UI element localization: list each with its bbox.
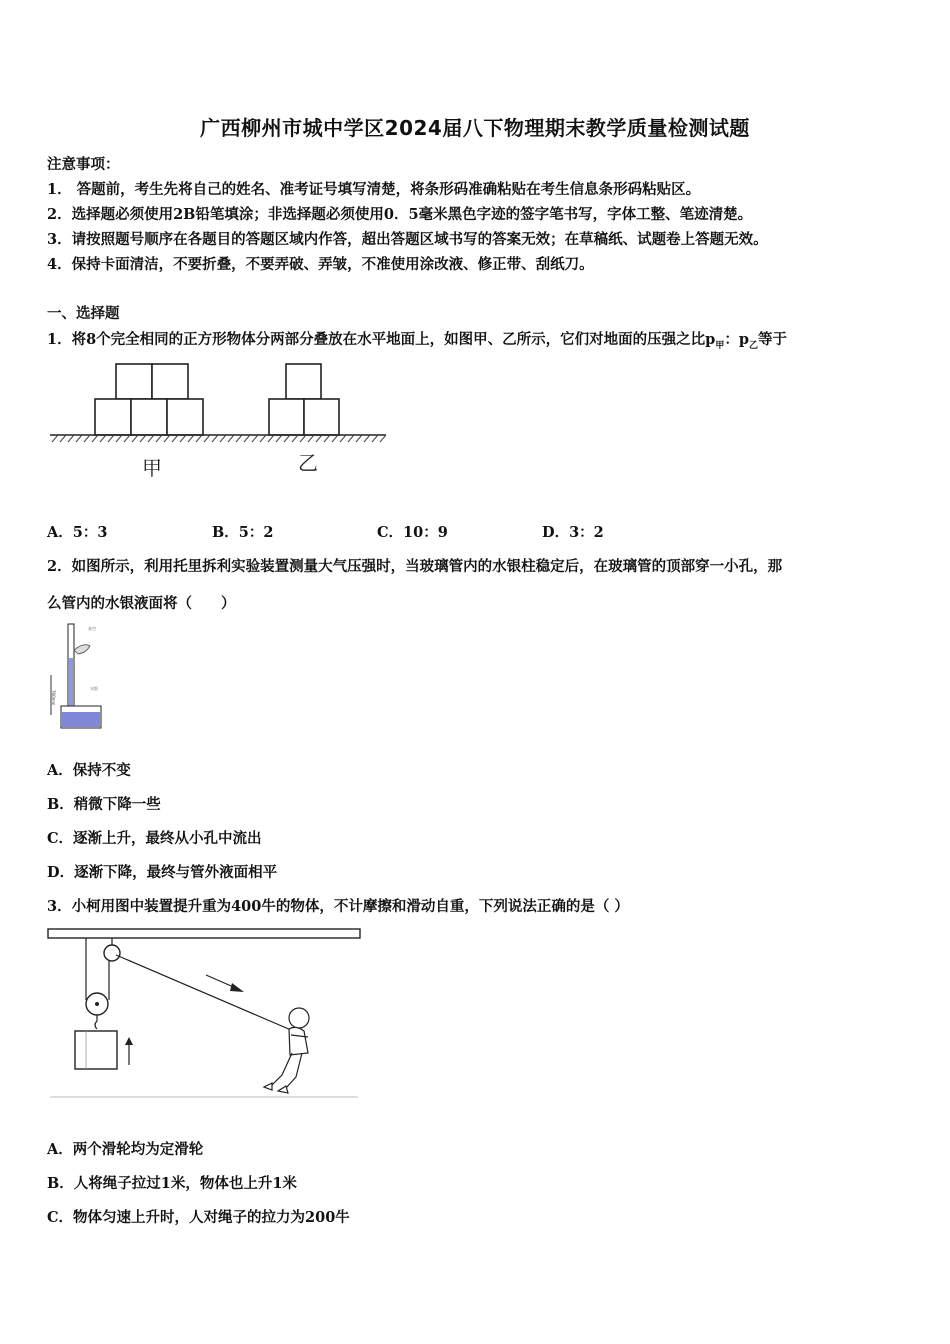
fixed-pulley [104, 945, 120, 961]
question-2-stem-line1: 2．如图所示，利用托里拆利实验装置测量大气压强时，当玻璃管内的水银柱稳定后，在玻璃管的顶部穿一小孔，那 [47, 558, 783, 575]
label-yi: 乙 [298, 451, 318, 475]
question-3-stem: 3．小柯用图中装置提升重为400牛的物体，不计摩擦和滑动自重，下列说法正确的是（ ） [47, 898, 629, 915]
notice-item-4: 4．保持卡面清洁，不要折叠，不要弄破、弄皱，不准使用涂改液、修正带、刮纸刀。 [47, 256, 594, 273]
tube-label-top: 真空 [88, 626, 96, 631]
label-jia: 甲 [142, 456, 162, 480]
blocks-figure [48, 358, 393, 483]
q2-option-d: D．逐渐下降，最终与管外液面相平 [47, 864, 278, 881]
q1-option-c: C．10：9 [377, 524, 448, 541]
ground-hatch [52, 435, 386, 442]
height-label: 760mm [51, 690, 56, 706]
blocks-yi [269, 364, 339, 435]
subscript-jia: 甲 [715, 340, 725, 351]
torricelli-figure [44, 620, 106, 732]
notice-item-3: 3．请按照题号顺序在各题目的答题区域内作答，超出答题区域书写的答案无效；在草稿纸、试题卷上答题无效。 [47, 231, 768, 248]
blocks-jia [95, 364, 203, 435]
section-title: 一、选择题 [47, 305, 120, 322]
q1-option-b: B．5：2 [212, 524, 274, 541]
q2-option-a: A．保持不变 [47, 762, 131, 779]
tube-label-mid: 水银 [90, 686, 98, 691]
q3-option-a: A．两个滑轮均为定滑轮 [47, 1141, 204, 1158]
q2-option-b: B．稍微下降一些 [47, 796, 161, 813]
q1-option-a: A．5：3 [47, 524, 108, 541]
question-1-stem-end: 等于 [758, 331, 787, 348]
q2-option-c: C．逐渐上升，最终从小孔中流出 [47, 830, 262, 847]
ceiling-beam [48, 929, 360, 938]
hand-icon [74, 645, 90, 654]
up-arrow-head [125, 1037, 133, 1045]
weight-box [75, 1031, 117, 1069]
hook [95, 1015, 97, 1029]
q3-option-c: C．物体匀速上升时，人对绳子的拉力为200牛 [47, 1209, 350, 1226]
question-2-stem-line2: 么管内的水银液面将（ ） [47, 595, 236, 612]
direction-arrow-head [230, 983, 244, 992]
subscript-yi: 乙 [748, 340, 758, 351]
notice-item-2: 2．选择题必须使用2B铅笔填涂；非选择题必须使用0．5毫米黑色字迹的签字笔书写，字体工整、笔迹清楚。 [47, 206, 753, 223]
pulley-figure [46, 925, 366, 1105]
pull-rope [116, 955, 291, 1030]
q3-option-b: B．人将绳子拉过1米，物体也上升1米 [47, 1175, 297, 1192]
question-1-colon: ：p [724, 331, 749, 348]
q1-option-d: D．3：2 [542, 524, 604, 541]
question-1-stem-text: 1．将8个完全相同的正方形物体分两部分叠放在水平地面上，如图甲、乙所示，它们对地面的压强之比p [47, 331, 716, 348]
page-title: 广西柳州市城中学区2024届八下物理期末教学质量检测试题 [200, 116, 750, 140]
movable-pulley-axle [95, 1002, 99, 1006]
notice-item-1: 1． 答题前，考生先将自己的姓名、准考证号填写清楚，将条形码准确粘贴在考生信息条形码粘贴区。 [47, 181, 701, 198]
mercury-pool [62, 712, 100, 727]
question-1-stem [47, 328, 787, 351]
notice-heading: 注意事项： [47, 156, 120, 173]
